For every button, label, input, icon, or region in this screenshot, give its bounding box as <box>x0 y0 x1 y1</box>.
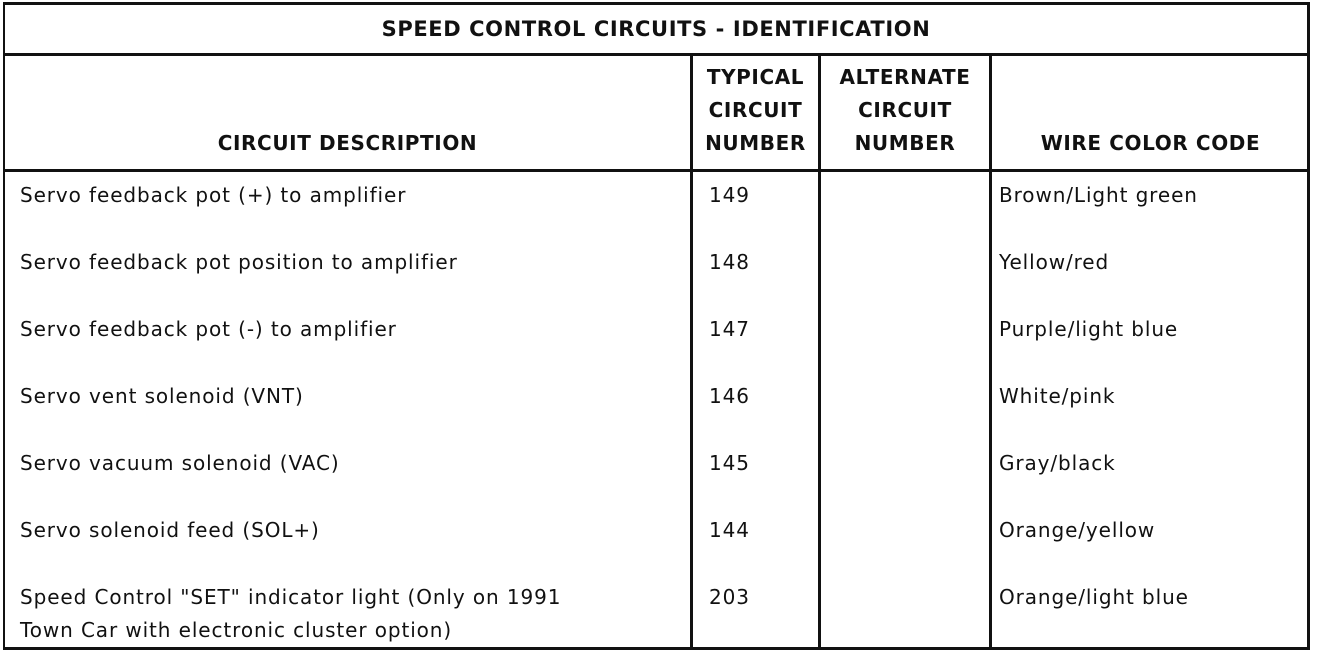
row-typical-number: 203 <box>709 585 750 609</box>
row-typical-number: 146 <box>709 384 750 408</box>
header-wire-color-code: WIRE COLOR CODE <box>1040 131 1261 155</box>
header-alternate-line: ALTERNATE <box>839 65 971 89</box>
row-wire-color: White/pink <box>999 384 1116 408</box>
row-description: Servo solenoid feed (SOL+) <box>20 518 320 542</box>
table-title: SPEED CONTROL CIRCUITS - IDENTIFICATION <box>5 5 1307 56</box>
row-wire-color: Yellow/red <box>999 250 1110 274</box>
row-wire-color: Orange/yellow <box>999 518 1156 542</box>
row-typical-number: 144 <box>709 518 750 542</box>
row-wire-color: Gray/black <box>999 451 1116 475</box>
circuit-identification-table <box>3 2 1310 650</box>
header-typical-line: NUMBER <box>705 131 806 155</box>
row-description-line: Town Car with electronic cluster option) <box>20 618 453 642</box>
header-typical-circuit-number <box>693 61 818 160</box>
row-description: Servo vacuum solenoid (VAC) <box>20 451 340 475</box>
row-description-line: Speed Control "SET" indicator light (Only on 1991 <box>20 585 562 609</box>
row-typical-number: 149 <box>709 183 750 207</box>
row-description: Servo vent solenoid (VNT) <box>20 384 304 408</box>
row-description: Servo feedback pot (-) to amplifier <box>20 317 397 341</box>
row-typical-number: 147 <box>709 317 750 341</box>
header-divider <box>5 169 1307 172</box>
row-wire-color: Purple/light blue <box>999 317 1179 341</box>
header-typical-line: CIRCUIT <box>708 98 803 122</box>
row-typical-number: 145 <box>709 451 750 475</box>
header-alternate-line: CIRCUIT <box>858 98 952 122</box>
row-wire-color: Orange/light blue <box>999 585 1189 609</box>
header-alternate-circuit-number <box>821 61 989 160</box>
row-description: Servo feedback pot position to amplifier <box>20 250 458 274</box>
row-description: Servo feedback pot (+) to amplifier <box>20 183 407 207</box>
header-circuit-description: CIRCUIT DESCRIPTION <box>217 131 478 155</box>
row-wire-color: Brown/Light green <box>999 183 1198 207</box>
row-typical-number: 148 <box>709 250 750 274</box>
header-typical-line: TYPICAL <box>706 65 805 89</box>
header-alternate-line: NUMBER <box>854 131 956 155</box>
